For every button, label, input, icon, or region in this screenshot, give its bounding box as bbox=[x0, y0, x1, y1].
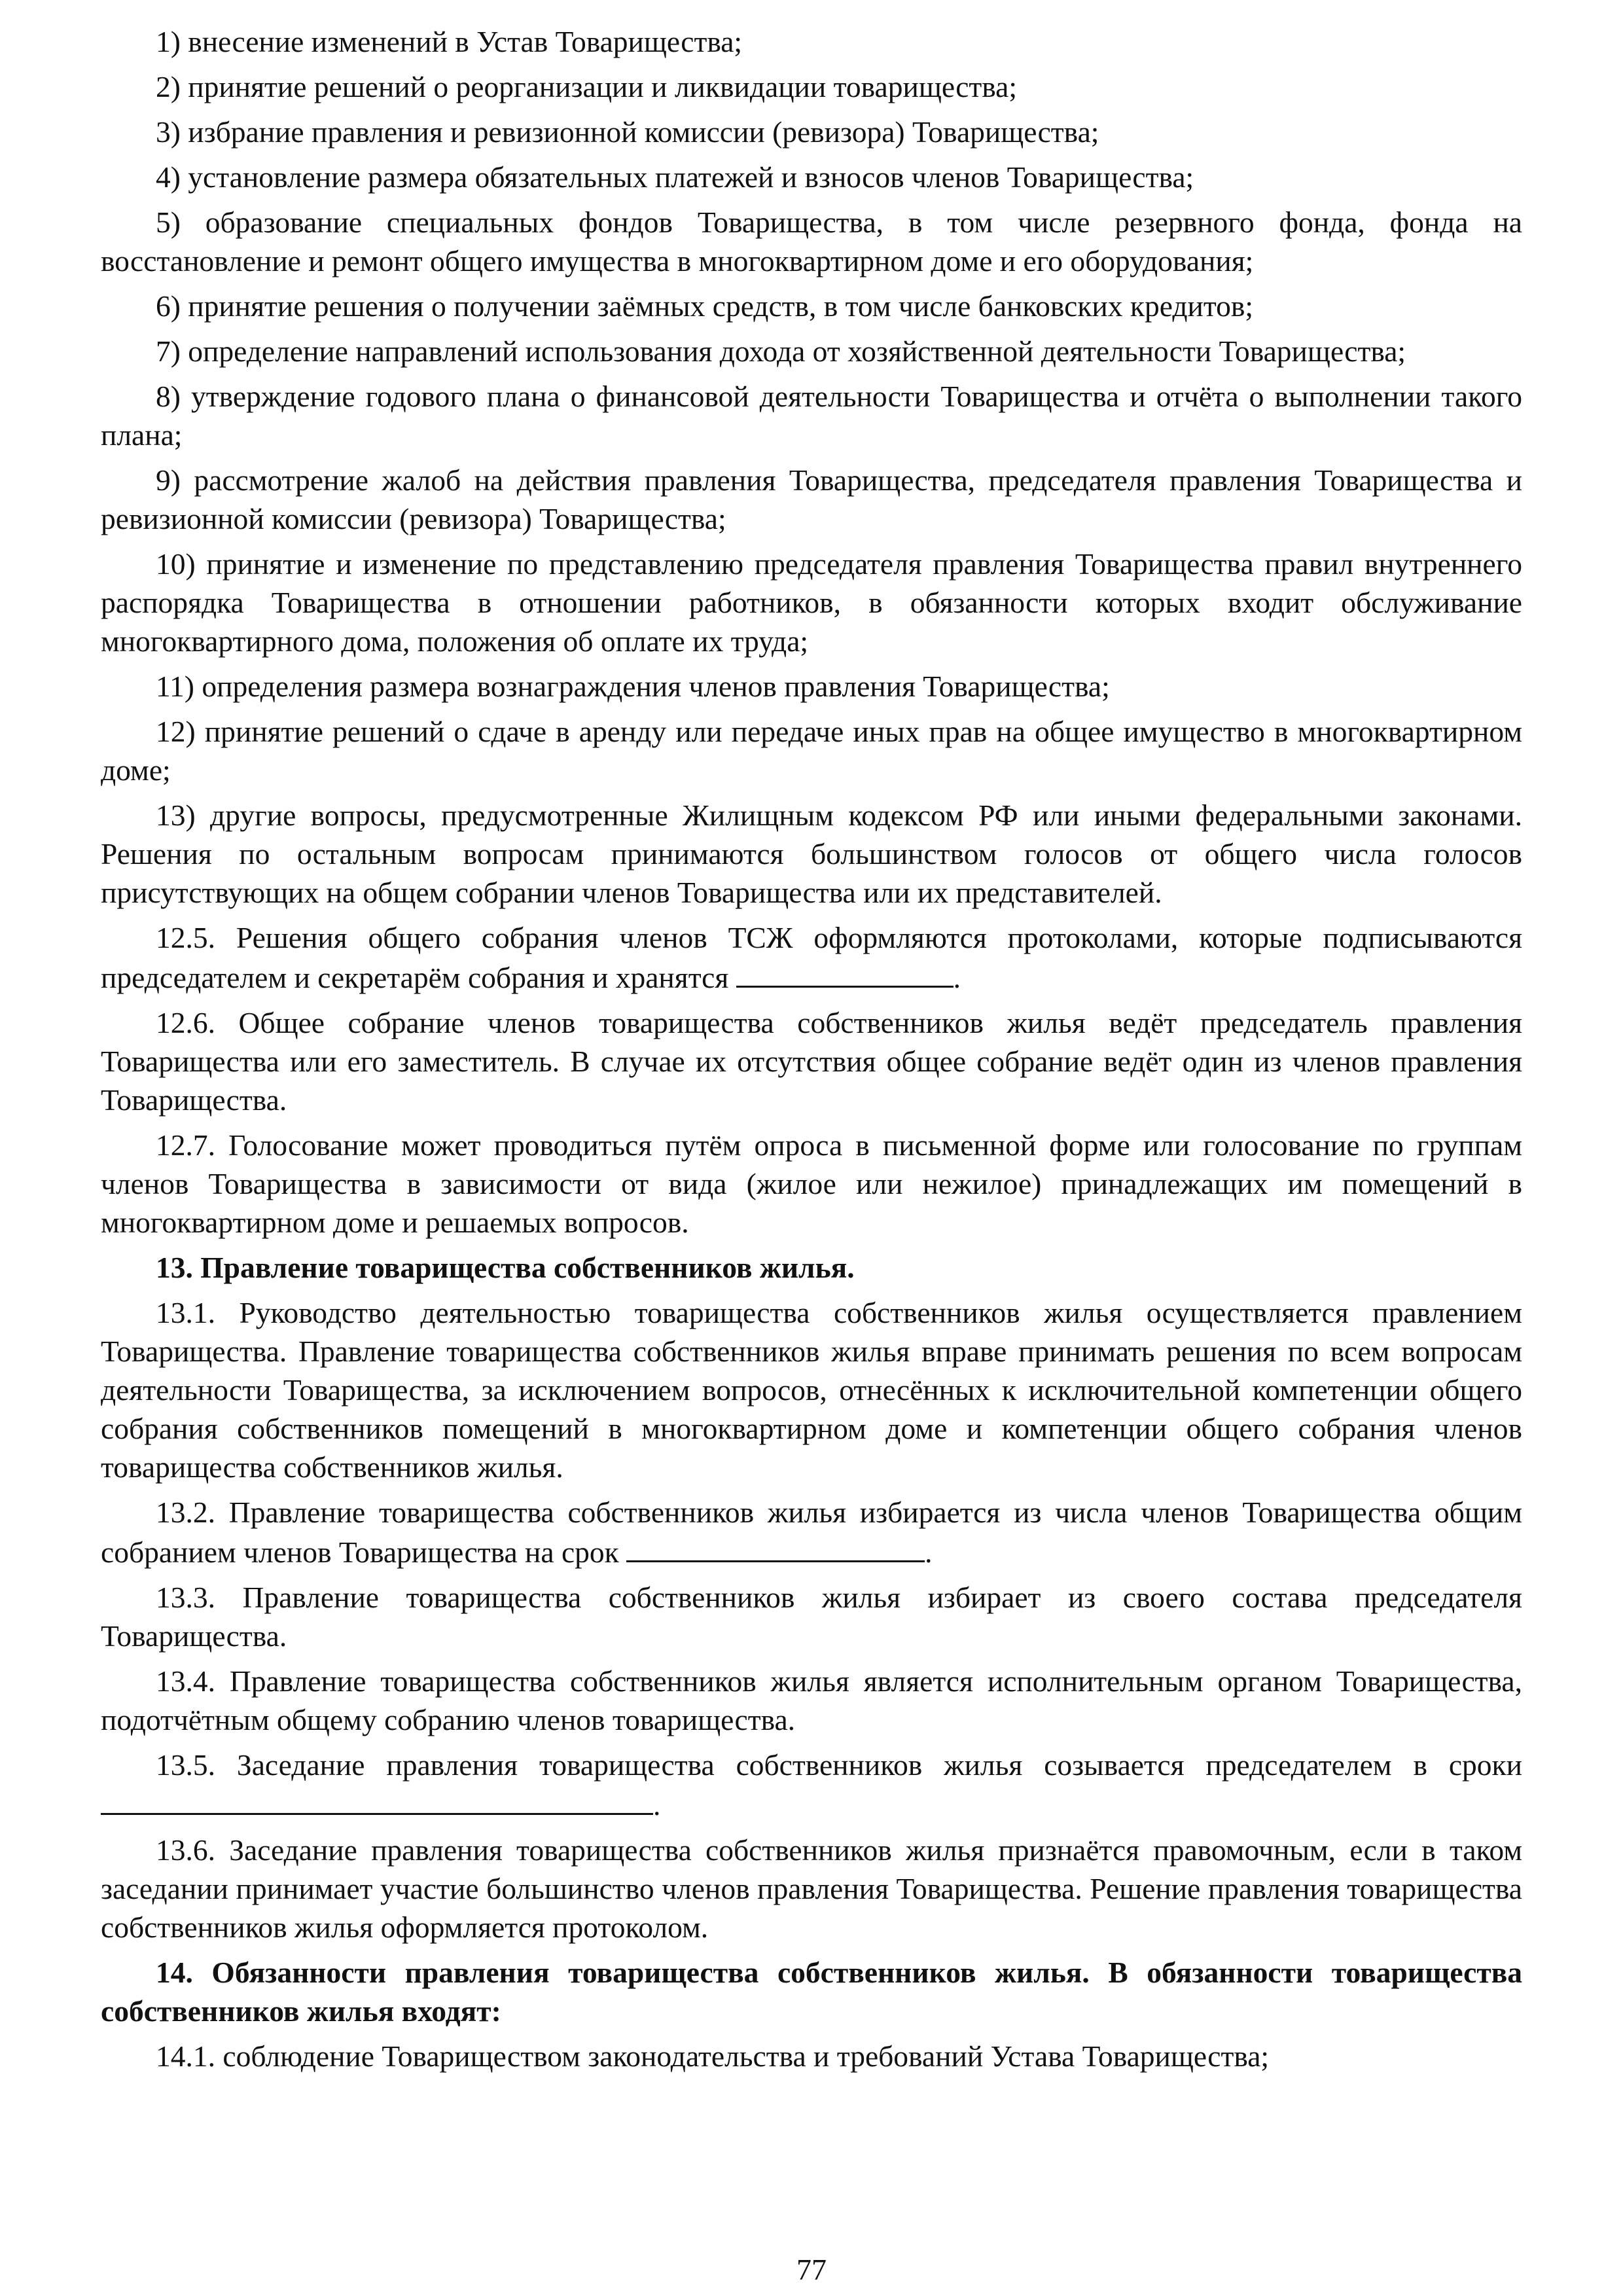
fill-in-blank bbox=[736, 957, 954, 988]
list-item-13 bbox=[101, 796, 1522, 912]
document-page bbox=[101, 22, 1522, 2082]
clause-13-1 bbox=[101, 1293, 1522, 1486]
list-item-4 bbox=[101, 158, 1522, 196]
paragraph-text: 2) принятие решений о реорганизации и ликвидации товарищества; bbox=[156, 70, 1017, 103]
list-item-11 bbox=[101, 667, 1522, 706]
paragraph-text: 13.6. Заседание правления товарищества собственников жилья признаётся правомочным, если в таком заседании принимает участие большинство членов правления Товарищества. Решение правления товарищества собственников жилья оформляется протоколом. bbox=[101, 1833, 1522, 1944]
paragraph-text: 9) рассмотрение жалоб на действия правления Товарищества, председателя правления Товарищества и ревизионной комиссии (ревизора) Товарищества; bbox=[101, 463, 1522, 535]
list-item-12 bbox=[101, 712, 1522, 789]
paragraph-text: 3) избрание правления и ревизионной комиссии (ревизора) Товарищества; bbox=[156, 115, 1099, 149]
clause-14-1 bbox=[101, 2037, 1522, 2075]
paragraph-text: 13.1. Руководство деятельностью товарищества собственников жилья осуществляется правлением Товарищества. Правление товарищества собственников жилья вправе принимать решения по всем вопросам деятельности Товарищества, за исключением вопросов, отнесённых к исключительной компетенции общего собрания собственников помещений в многоквартирном доме и компетенции общего собрания членов товарищества собственников жилья. bbox=[101, 1296, 1522, 1484]
paragraph-text: 10) принятие и изменение по представлению председателя правления Товарищества правил внутреннего распорядка Товарищества в отношении работников, в обязанности которых входит обслуживание многоквартирного дома, положения об оплате их труда; bbox=[101, 547, 1522, 658]
clause-12-7 bbox=[101, 1126, 1522, 1242]
clause-13-3 bbox=[101, 1578, 1522, 1655]
paragraph-suffix: . bbox=[653, 1788, 661, 1821]
paragraph-text: 13.5. Заседание правления товарищества собственников жилья созывается председателем в сроки bbox=[156, 1748, 1522, 1782]
heading-text: 13. Правление товарищества собственников жилья. bbox=[156, 1251, 855, 1284]
list-item-7 bbox=[101, 332, 1522, 370]
paragraph-text: 13.4. Правление товарищества собственников жилья является исполнительным органом Товарищества, подотчётным общему собранию членов товарищества. bbox=[101, 1664, 1522, 1736]
section-heading-13 bbox=[101, 1248, 1522, 1287]
paragraph-suffix: . bbox=[953, 961, 961, 994]
paragraph-text: 13.2. Правление товарищества собственников жилья избирается из числа членов Товарищества общим собранием членов Товарищества на срок bbox=[101, 1496, 1522, 1569]
paragraph-text: 1) внесение изменений в Устав Товарищества; bbox=[156, 25, 743, 58]
paragraph-text: 13) другие вопросы, предусмотренные Жилищным кодексом РФ или иными федеральными законами. Решения по остальным вопросам принимаются большинством голосов от общего числа голосов присутствующих на общем собрании членов Товарищества или их представителей. bbox=[101, 798, 1522, 909]
paragraph-text: 12.7. Голосование может проводиться путём опроса в письменной форме или голосование по группам членов Товарищества в зависимости от вида (жилое или нежилое) принадлежащих им помещений в многоквартирном доме и решаемых вопросов. bbox=[101, 1128, 1522, 1239]
list-item-3 bbox=[101, 113, 1522, 151]
clause-12-5 bbox=[101, 918, 1522, 997]
list-item-10 bbox=[101, 545, 1522, 660]
clause-13-5 bbox=[101, 1746, 1522, 1824]
clause-12-6 bbox=[101, 1003, 1522, 1119]
clause-13-6 bbox=[101, 1831, 1522, 1946]
paragraph-text: 13.3. Правление товарищества собственников жилья избирает из своего состава председателя Товарищества. bbox=[101, 1581, 1522, 1653]
paragraph-text: 8) утверждение годового плана о финансовой деятельности Товарищества и отчёта о выполнении такого плана; bbox=[101, 380, 1522, 452]
paragraph-text: 14.1. соблюдение Товариществом законодательства и требований Устава Товарищества; bbox=[156, 2039, 1270, 2073]
paragraph-text: 7) определение направлений использования дохода от хозяйственной деятельности Товарищества; bbox=[156, 334, 1406, 368]
list-item-9 bbox=[101, 461, 1522, 538]
section-heading-14 bbox=[101, 1953, 1522, 2030]
paragraph-text: 5) образование специальных фондов Товарищества, в том числе резервного фонда, фонда на восстановление и ремонт общего имущества в многоквартирном доме и его оборудования; bbox=[101, 206, 1522, 278]
heading-text: 14. Обязанности правления товарищества собственников жилья. В обязанности товарищества собственников жилья входят: bbox=[101, 1956, 1522, 2028]
paragraph-text: 12) принятие решений о сдаче в аренду или передаче иных прав на общее имущество в многоквартирном доме; bbox=[101, 715, 1522, 787]
list-item-5 bbox=[101, 203, 1522, 280]
fill-in-blank bbox=[626, 1532, 925, 1562]
list-item-2 bbox=[101, 67, 1522, 106]
list-item-1 bbox=[101, 22, 1522, 61]
paragraph-text: 4) установление размера обязательных платежей и взносов членов Товарищества; bbox=[156, 160, 1194, 194]
list-item-6 bbox=[101, 287, 1522, 325]
paragraph-text: 6) принятие решения о получении заёмных средств, в том числе банковских кредитов; bbox=[156, 289, 1254, 323]
fill-in-blank bbox=[101, 1784, 653, 1815]
paragraph-text: 12.5. Решения общего собрания членов ТСЖ оформляются протоколами, которые подписываются председателем и секретарём собрания и хранятся bbox=[101, 921, 1522, 994]
paragraph-text: 12.6. Общее собрание членов товарищества собственников жилья ведёт председатель правления Товарищества или его заместитель. В случае их отсутствия общее собрание ведёт один из членов правления Товарищества. bbox=[101, 1006, 1522, 1117]
clause-13-2 bbox=[101, 1493, 1522, 1571]
page-number: 77 bbox=[796, 2253, 827, 2286]
paragraph-suffix: . bbox=[925, 1535, 933, 1569]
clause-13-4 bbox=[101, 1662, 1522, 1739]
list-item-8 bbox=[101, 377, 1522, 454]
paragraph-text: 11) определения размера вознаграждения членов правления Товарищества; bbox=[156, 670, 1110, 703]
